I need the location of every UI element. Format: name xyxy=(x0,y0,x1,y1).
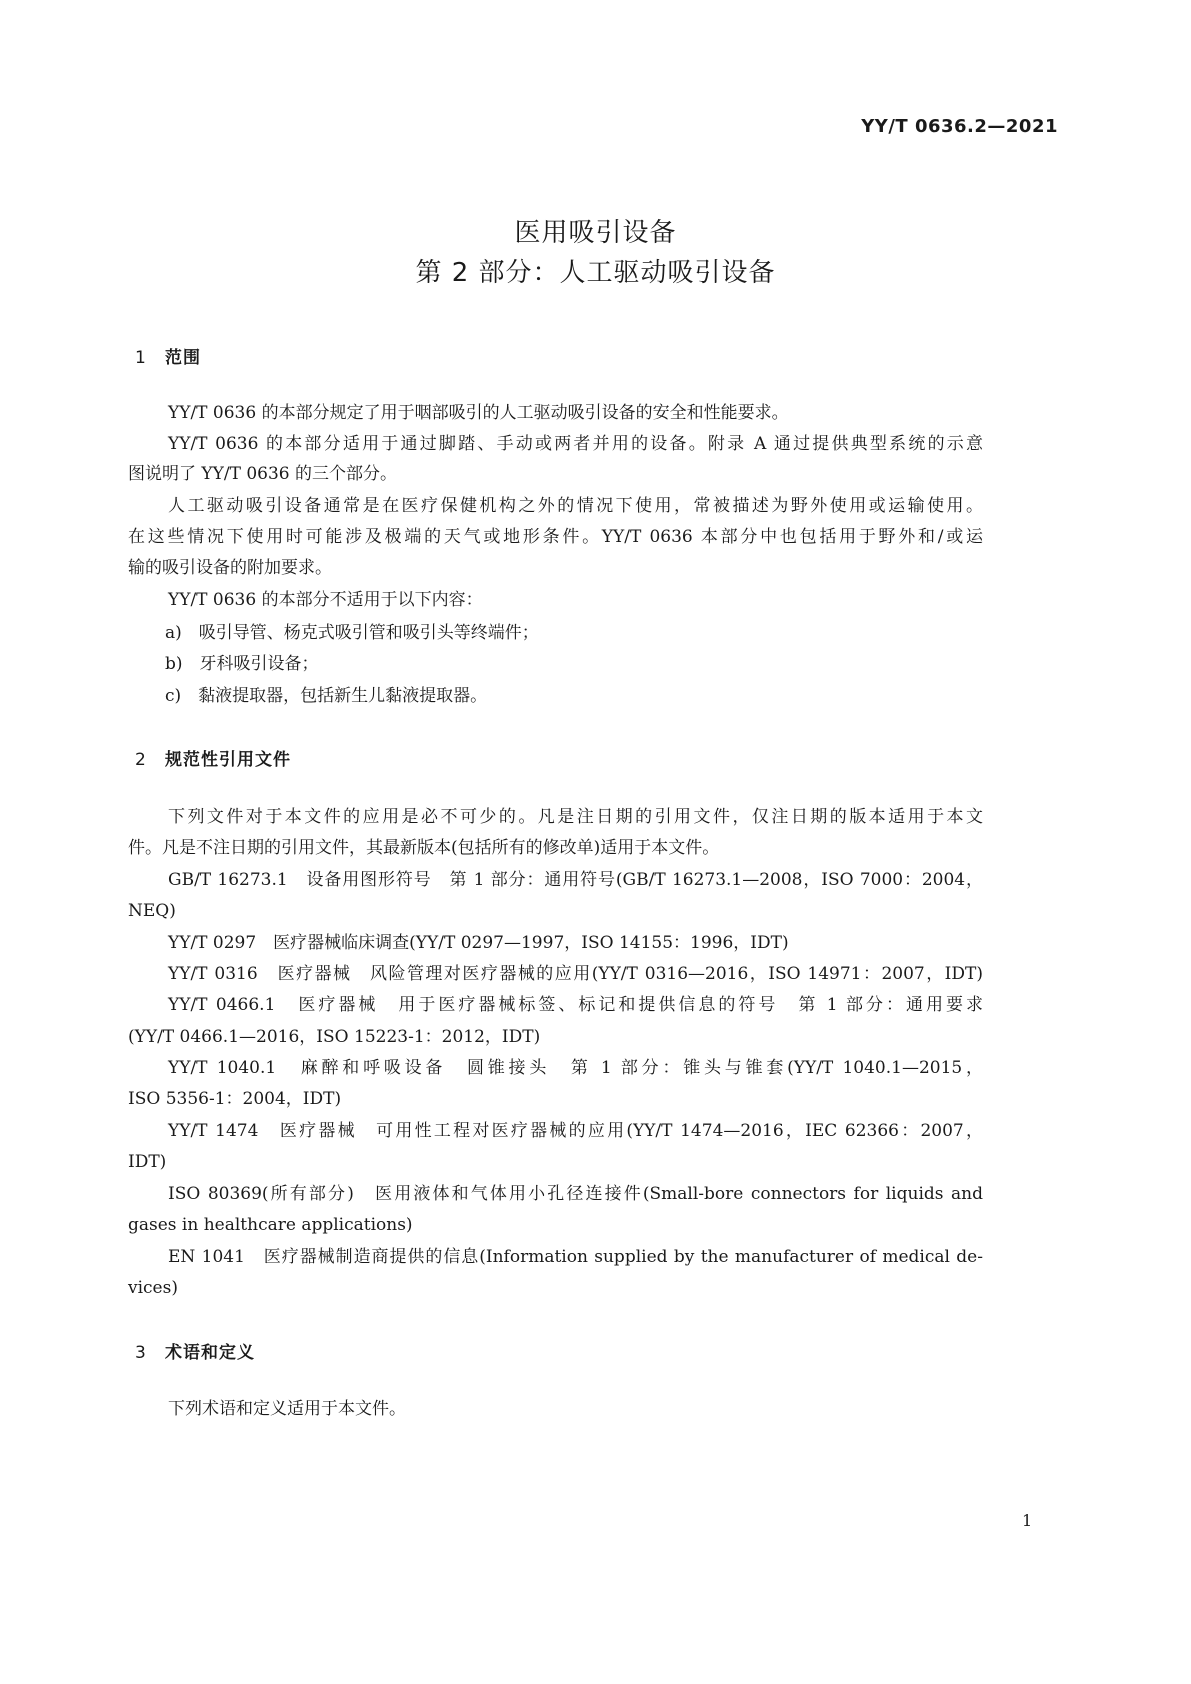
s2-ref-gbt16273: GB/T 16273.1 设备用图形符号 第 1 部分：通用符号(GB/T 16273.1—2008，ISO 7000：2004， xyxy=(168,870,983,890)
s3-line-0: 下列术语和定义适用于本文件。 xyxy=(168,1399,406,1419)
page-number: 1 xyxy=(1022,1511,1033,1530)
s2-line-0: 下列文件对于本文件的应用是必不可少的。凡是注日期的引用文件，仅注日期的版本适用于本文 xyxy=(168,807,983,827)
section-1-heading xyxy=(135,343,201,368)
s1-line-4: 在这些情况下使用时可能涉及极端的天气或地形条件。YY/T 0636 本部分中也包括用于野外和/或运 xyxy=(128,527,983,547)
s1-line-2: 图说明了 YY/T 0636 的三个部分。 xyxy=(128,464,397,484)
section-3-number: 3 xyxy=(135,1343,147,1363)
section-1-title: 范围 xyxy=(165,348,201,368)
s1-list-a: a) 吸引导管、杨克式吸引管和吸引头等终端件； xyxy=(165,623,539,643)
s1-line-3: 人工驱动吸引设备通常是在医疗保健机构之外的情况下使用，常被描述为野外使用或运输使用。 xyxy=(168,496,983,516)
s2-ref-gbt16273-cont: NEQ) xyxy=(128,901,176,921)
s2-ref-yyt0466: YY/T 0466.1 医疗器械 用于医疗器械标签、标记和提供信息的符号 第 1 部分：通用要求 xyxy=(168,995,983,1015)
s1-line-6: YY/T 0636 的本部分不适用于以下内容： xyxy=(168,590,483,610)
s1-line-5: 输的吸引设备的附加要求。 xyxy=(128,558,332,578)
section-2-number: 2 xyxy=(135,750,147,770)
section-3-title: 术语和定义 xyxy=(165,1343,255,1363)
s2-ref-yyt1474: YY/T 1474 医疗器械 可用性工程对医疗器械的应用(YY/T 1474—2016，IEC 62366：2007， xyxy=(168,1121,983,1141)
s2-ref-yyt1040: YY/T 1040.1 麻醉和呼吸设备 圆锥接头 第 1 部分：锥头与锥套(YY/T 1040.1—2015， xyxy=(168,1058,983,1078)
section-2-title: 规范性引用文件 xyxy=(165,750,291,770)
s2-ref-yyt1040-cont: ISO 5356-1：2004，IDT) xyxy=(128,1089,342,1109)
section-2-heading xyxy=(135,745,291,770)
s2-ref-yyt0316: YY/T 0316 医疗器械 风险管理对医疗器械的应用(YY/T 0316—2016，ISO 14971：2007，IDT) xyxy=(168,964,983,984)
s2-line-1: 件。凡是不注日期的引用文件，其最新版本(包括所有的修改单)适用于本文件。 xyxy=(128,838,720,858)
s1-line-1: YY/T 0636 的本部分适用于通过脚踏、手动或两者并用的设备。附录 A 通过提供典型系统的示意 xyxy=(168,434,983,454)
s2-ref-yyt1474-cont: IDT) xyxy=(128,1152,167,1172)
section-1-number: 1 xyxy=(135,348,147,368)
standard-number: YY/T 0636.2—2021 xyxy=(861,116,1058,137)
s2-ref-en1041: EN 1041 医疗器械制造商提供的信息(Information supplied by the manufacturer of medical de- xyxy=(168,1247,983,1267)
s1-line-0: YY/T 0636 的本部分规定了用于咽部吸引的人工驱动吸引设备的安全和性能要求。 xyxy=(168,403,789,423)
s2-ref-yyt0466-cont: (YY/T 0466.1—2016，ISO 15223-1：2012，IDT) xyxy=(128,1027,541,1047)
s2-ref-iso80369: ISO 80369(所有部分) 医用液体和气体用小孔径连接件(Small-bore connectors for liquids and xyxy=(168,1184,983,1204)
s1-list-b: b) 牙科吸引设备； xyxy=(165,654,319,674)
section-3-heading xyxy=(135,1338,255,1363)
s2-ref-en1041-cont: vices) xyxy=(128,1278,178,1298)
title-line-2: 第 2 部分：人工驱动吸引设备 xyxy=(415,258,776,288)
s2-ref-yyt0297: YY/T 0297 医疗器械临床调查(YY/T 0297—1997，ISO 14155：1996，IDT) xyxy=(168,933,789,953)
s1-list-c: c) 黏液提取器，包括新生儿黏液提取器。 xyxy=(165,686,488,706)
s2-ref-iso80369-cont: gases in healthcare applications) xyxy=(128,1215,413,1235)
title-line-1: 医用吸引设备 xyxy=(514,218,677,248)
